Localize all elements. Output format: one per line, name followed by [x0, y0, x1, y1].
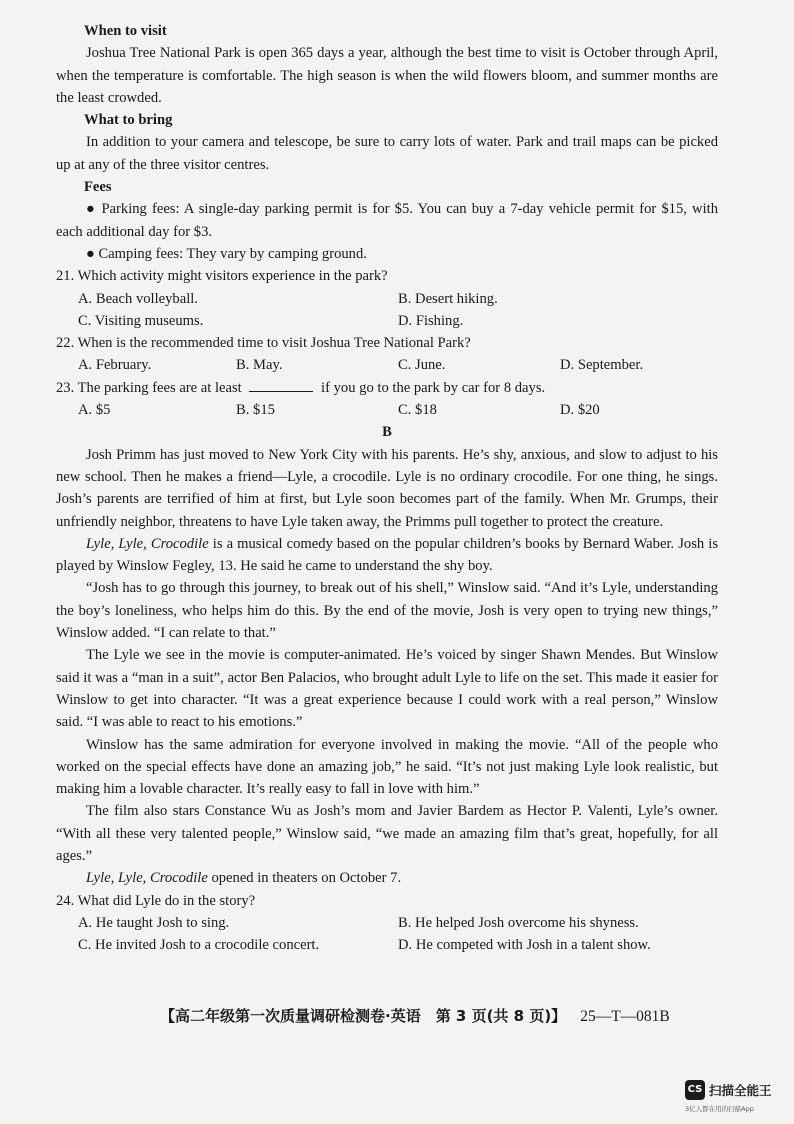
heading-fees: Fees	[84, 179, 112, 196]
page-content	[56, 20, 718, 956]
option-c: C. $18	[398, 402, 437, 419]
option-c: C. June.	[398, 357, 446, 374]
question-stem: 24. What did Lyle do in the story?	[56, 892, 256, 909]
fee-camping: ● Camping fees: They vary by camping ground.	[86, 245, 367, 262]
option-b: B. He helped Josh overcome his shyness.	[398, 914, 639, 931]
option-list	[78, 288, 718, 333]
movie-title: Lyle, Lyle, Crocodile	[86, 870, 208, 887]
option-list	[78, 354, 718, 376]
question-stem	[56, 377, 718, 399]
option-list	[78, 912, 718, 957]
question-22	[56, 332, 718, 377]
page-footer	[160, 1005, 760, 1026]
footer-label: 【高二年级第一次质量调研检测卷·英语 第 3 页(共 8 页)】	[160, 1007, 567, 1025]
section-b-title: B	[382, 424, 392, 441]
option-d: D. He competed with Josh in a talent show.	[398, 937, 651, 954]
stem-before-blank: 23. The parking fees are at least	[56, 379, 242, 396]
option-list	[78, 399, 718, 421]
option-b: B. May.	[236, 357, 283, 374]
heading-when-to-visit: When to visit	[84, 23, 167, 39]
question-23	[56, 377, 718, 422]
passage-b-paragraph-6: The film also stars Constance Wu as Josh’s mom and Javier Bardem as Hector P. Valenti, Lyle’s owner. “With all these very talented people,” Winslow said, “we made an amazing film that’s great, hopefully, for all ages.”	[56, 803, 718, 864]
question-24	[56, 890, 718, 957]
stem-after-blank: if you go to the park by car for 8 days.	[321, 379, 546, 396]
option-d: D. $20	[560, 402, 600, 419]
option-a: A. He taught Josh to sing.	[78, 914, 230, 931]
question-21	[56, 265, 718, 332]
paragraph-what-to-bring: In addition to your camera and telescope, be sure to carry lots of water. Park and trail maps can be picked up at any of the three visitor centres.	[56, 134, 718, 173]
question-stem: 22. When is the recommended time to visit Joshua Tree National Park?	[56, 335, 471, 352]
option-b: B. $15	[236, 402, 275, 419]
option-b: B. Desert hiking.	[398, 290, 498, 307]
passage-b-paragraph-2: Lyle, Lyle, Crocodile is a musical comedy based on the popular children’s books by Bernard Waber. Josh is played by Winslow Fegley, 13. He said he came to understand the shy boy.	[56, 535, 718, 575]
fee-parking: ● Parking fees: A single-day parking permit is for $5. You can buy a 7-day vehicle permit for $15, with each additional day for $3.	[56, 201, 718, 240]
passage-b-paragraph-4: The Lyle we see in the movie is computer-animated. He’s voiced by singer Shawn Mendes. But Winslow said it was a “man in a suit”, actor Ben Palacios, who brought adult Lyle to life on the set. This made it easier for Winslow to get into character. “It was a great experience because I could work with a real person,” Winslow said. “I was able to react to his emotions.”	[56, 647, 718, 731]
option-a: A. $5	[78, 402, 111, 419]
paragraph-when-to-visit: Joshua Tree National Park is open 365 days a year, although the best time to visit is October through April, when the temperature is comfortable. The high season is when the wild flowers bloom, and summer months are the least crowded.	[56, 45, 718, 106]
passage-b-paragraph-5: Winslow has the same admiration for everyone involved in making the movie. “All of the people who worked on the special effects have done an amazing job,” he said. “It’s not just making Lyle look realistic, but making him a lovable character. It’s really easy to fall in love with him.”	[56, 736, 718, 798]
passage-b-paragraph-1: Josh Primm has just moved to New York City with his parents. He’s shy, anxious, and slow to adjust to his new school. Then he makes a friend—Lyle, a crocodile. Lyle is no ordinary crocodile. For one thing, he sings. Josh’s parents are terrified of him at first, but Lyle soon becomes part of the family. When Mr. Grumps, their unfriendly neighbor, threatens to have Lyle taken away, the Primms pull together to protect the creature.	[56, 446, 718, 530]
option-c: C. He invited Josh to a crocodile concert.	[78, 937, 320, 954]
watermark-tagline: 3亿人都在用的扫描App	[685, 1105, 754, 1113]
option-d: D. September.	[560, 357, 644, 374]
heading-what-to-bring: What to bring	[84, 112, 173, 129]
answer-blank	[249, 377, 313, 392]
scanner-watermark	[685, 1080, 790, 1116]
question-stem: 21. Which activity might visitors experience in the park?	[56, 268, 388, 285]
option-d: D. Fishing.	[398, 312, 464, 329]
option-c: C. Visiting museums.	[78, 312, 204, 329]
passage-b-paragraph-7: Lyle, Lyle, Crocodile opened in theaters on October 7.	[86, 870, 402, 887]
option-a: A. February.	[78, 357, 152, 374]
paper-code: 25—T—081B	[580, 1008, 670, 1025]
watermark-name: 扫描全能王	[709, 1083, 772, 1098]
option-a: A. Beach volleyball.	[78, 290, 198, 307]
movie-title: Lyle, Lyle, Crocodile	[86, 535, 209, 552]
passage-b-paragraph-3: “Josh has to go through this journey, to break out of his shell,” Winslow said. “And it’s Lyle, understanding the boy’s loneliness, who helps him do this. By the end of the movie, Josh is very open to trying new things,” Winslow added. “I can relate to that.”	[56, 580, 718, 642]
cs-logo-icon: CS	[685, 1080, 705, 1100]
